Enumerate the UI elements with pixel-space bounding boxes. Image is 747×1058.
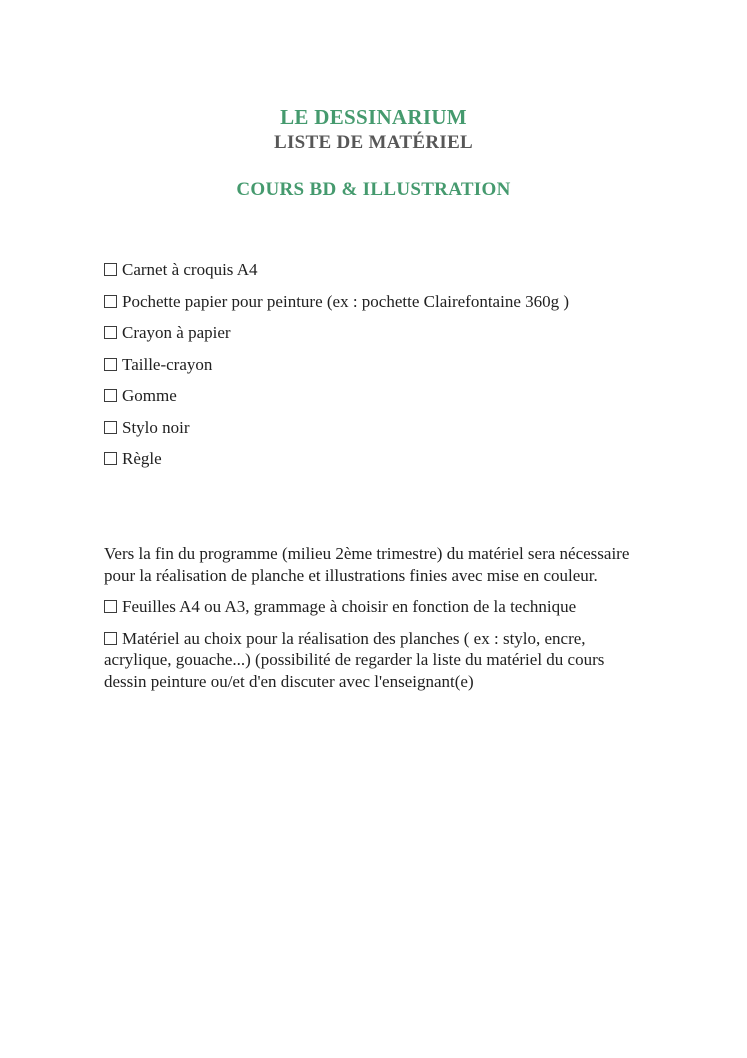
document-body <box>0 259 747 692</box>
checklist-item-label: Gomme <box>122 386 177 405</box>
checklist-item-label: Stylo noir <box>122 417 190 437</box>
checkbox-icon <box>104 389 117 402</box>
checklist-item-label: Matériel au choix pour la réalisation des planches ( ex : stylo, encre, acrylique, gouache...) (possibilité de regarder la liste du matériel du cours dessin peinture ou/et d'en discuter avec l'enseignant(e) <box>104 628 605 691</box>
document-header <box>0 0 747 203</box>
checklist-item <box>104 259 645 280</box>
checklist-item <box>104 322 645 343</box>
checklist-item-label: Pochette papier pour peinture (ex : pochette Clairefontaine 360g ) <box>122 291 570 311</box>
checkbox-icon <box>104 295 117 308</box>
checklist-item-label: Carnet à croquis A4 <box>122 260 258 279</box>
checkbox-icon <box>104 452 117 465</box>
checkbox-icon <box>104 600 117 613</box>
checkbox-icon <box>104 358 117 371</box>
checklist-item-label: Règle <box>122 449 162 468</box>
checklist-item <box>104 385 645 406</box>
checkbox-icon <box>104 632 117 645</box>
doc-subtitle: LISTE DE MATÉRIEL <box>273 132 474 153</box>
checkbox-icon <box>104 421 117 434</box>
doc-title: LE DESSINARIUM <box>280 105 467 129</box>
checklist-item <box>104 291 645 312</box>
checklist-item <box>104 417 645 438</box>
section-heading: COURS BD & ILLUSTRATION <box>236 179 511 200</box>
checklist-item-label: Feuilles A4 ou A3, grammage à choisir en fonction de la technique <box>122 597 577 616</box>
checklist-item <box>104 354 645 375</box>
checklist-item-label: Taille-crayon <box>122 354 213 374</box>
checklist-item <box>104 448 645 469</box>
checklist-item-label: Crayon à papier <box>122 323 231 342</box>
checkbox-icon <box>104 326 117 339</box>
checklist-item <box>104 628 645 693</box>
checklist-item <box>104 596 645 618</box>
checkbox-icon <box>104 263 117 276</box>
materials-checklist <box>104 259 645 469</box>
note-paragraph: Vers la fin du programme (milieu 2ème trimestre) du matériel sera nécessaire pour la réalisation de planche et illustrations finies avec mise en couleur. <box>104 544 630 585</box>
